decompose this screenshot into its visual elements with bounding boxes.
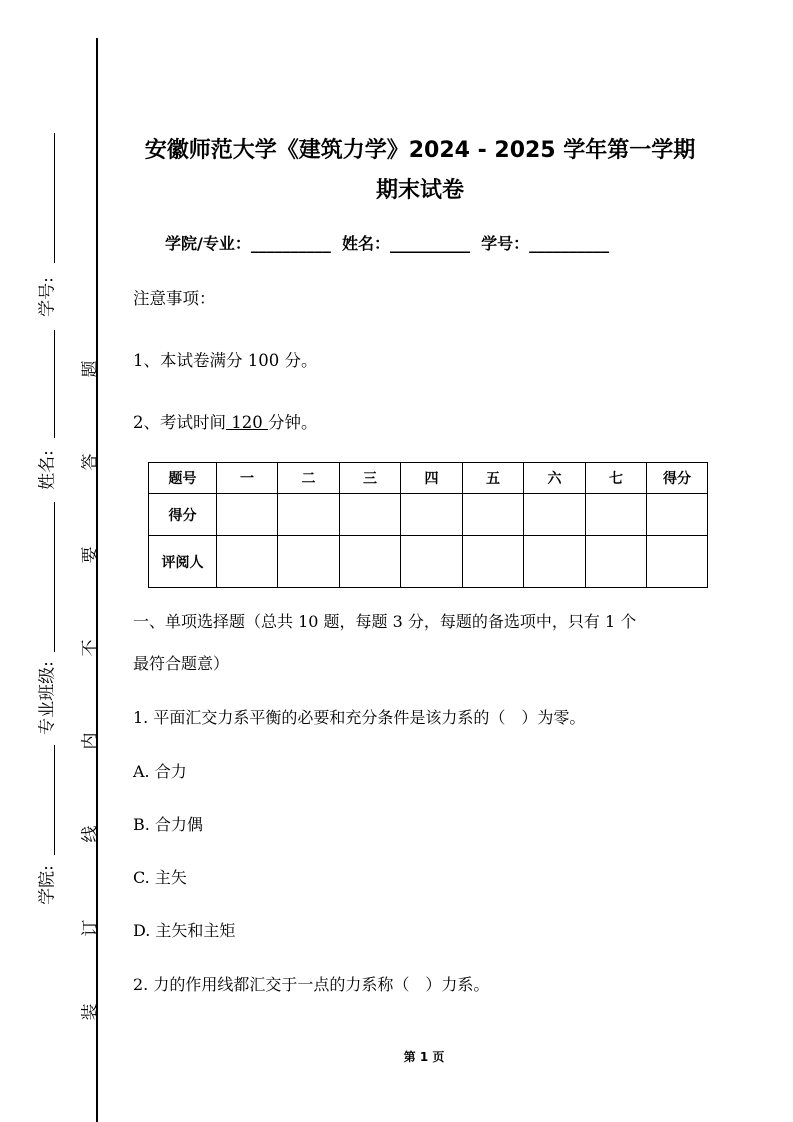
table-row: [149, 536, 708, 588]
title-line-1: 安徽师范大学《建筑力学》2024 - 2025 学年第一学期: [144, 138, 696, 163]
college-label: 学院/专业：: [165, 234, 251, 253]
row-label: 评阅人: [149, 536, 217, 588]
row-label: 得分: [149, 494, 217, 536]
header-cell: 二: [278, 463, 340, 494]
margin-char: 要: [80, 546, 101, 564]
score-cell[interactable]: [586, 494, 647, 536]
question-1: 1. 平面汇交力系平衡的必要和充分条件是该力系的（ ）为零。: [133, 708, 586, 727]
note-2-text: 2、考试时间: [133, 413, 226, 432]
margin-char: 线: [80, 825, 101, 843]
score-cell[interactable]: [217, 494, 278, 536]
notes-heading: 注意事项：: [133, 289, 216, 308]
grader-cell[interactable]: [647, 536, 708, 588]
title-line-2: 期末试卷: [375, 178, 464, 203]
option-d: D. 主矢和主矩: [133, 921, 236, 940]
table-row: [149, 494, 708, 536]
grader-cell[interactable]: [586, 536, 647, 588]
grader-cell[interactable]: [217, 536, 278, 588]
table-header-row: [149, 463, 708, 494]
college-blank[interactable]: __________: [250, 234, 331, 253]
name-blank[interactable]: __________: [390, 234, 471, 253]
header-cell: 五: [463, 463, 524, 494]
header-cell: 四: [401, 463, 463, 494]
margin-char: 题: [80, 360, 101, 378]
grader-cell[interactable]: [278, 536, 340, 588]
grader-cell[interactable]: [401, 536, 463, 588]
score-cell[interactable]: [647, 494, 708, 536]
margin-char: 答: [80, 453, 101, 471]
score-cell[interactable]: [524, 494, 586, 536]
margin-char: 不: [80, 639, 101, 657]
header-cell: 得分: [647, 463, 708, 494]
id-blank[interactable]: __________: [529, 234, 610, 253]
score-cell[interactable]: [401, 494, 463, 536]
info-line: [165, 231, 609, 254]
header-cell: 六: [524, 463, 586, 494]
header-cell: 题号: [149, 463, 217, 494]
option-c: C. 主矢: [133, 868, 187, 887]
section-1-heading: 一、单项选择题（总共 10 题，每题 3 分，每题的备选项中，只有 1 个: [133, 612, 637, 631]
section-1-heading-cont: 最符合题意）: [133, 654, 230, 673]
page-number: 第 1 页: [403, 1050, 445, 1064]
id-label: 学号：: [481, 234, 530, 253]
blank-line: [54, 502, 55, 652]
header-cell: 一: [217, 463, 278, 494]
blank-line: [54, 745, 55, 855]
header-cell: 七: [586, 463, 647, 494]
label-class: 专业班级:: [37, 661, 58, 735]
option-b: B. 合力偶: [133, 815, 203, 834]
note-1: 1、本试卷满分 100 分。: [133, 351, 318, 370]
grader-cell[interactable]: [463, 536, 524, 588]
exam-duration: 120: [226, 413, 268, 432]
margin-char: 订: [80, 919, 101, 937]
option-a: A. 合力: [133, 762, 187, 781]
label-college: 学院:: [37, 865, 58, 905]
grader-cell[interactable]: [340, 536, 401, 588]
label-student-id: 学号:: [37, 277, 58, 317]
margin-char: 内: [80, 732, 101, 750]
label-name: 姓名:: [37, 450, 58, 490]
header-cell: 三: [340, 463, 401, 494]
grader-cell[interactable]: [524, 536, 586, 588]
note-2-unit: 分钟。: [267, 413, 318, 432]
score-cell[interactable]: [278, 494, 340, 536]
name-label: 姓名：: [342, 234, 391, 253]
score-cell[interactable]: [340, 494, 401, 536]
note-2: [133, 409, 317, 433]
margin-char: 装: [80, 1003, 101, 1021]
question-2: 2. 力的作用线都汇交于一点的力系称（ ）力系。: [133, 975, 490, 994]
score-table: [148, 462, 708, 588]
score-cell[interactable]: [463, 494, 524, 536]
blank-line: [54, 330, 55, 438]
